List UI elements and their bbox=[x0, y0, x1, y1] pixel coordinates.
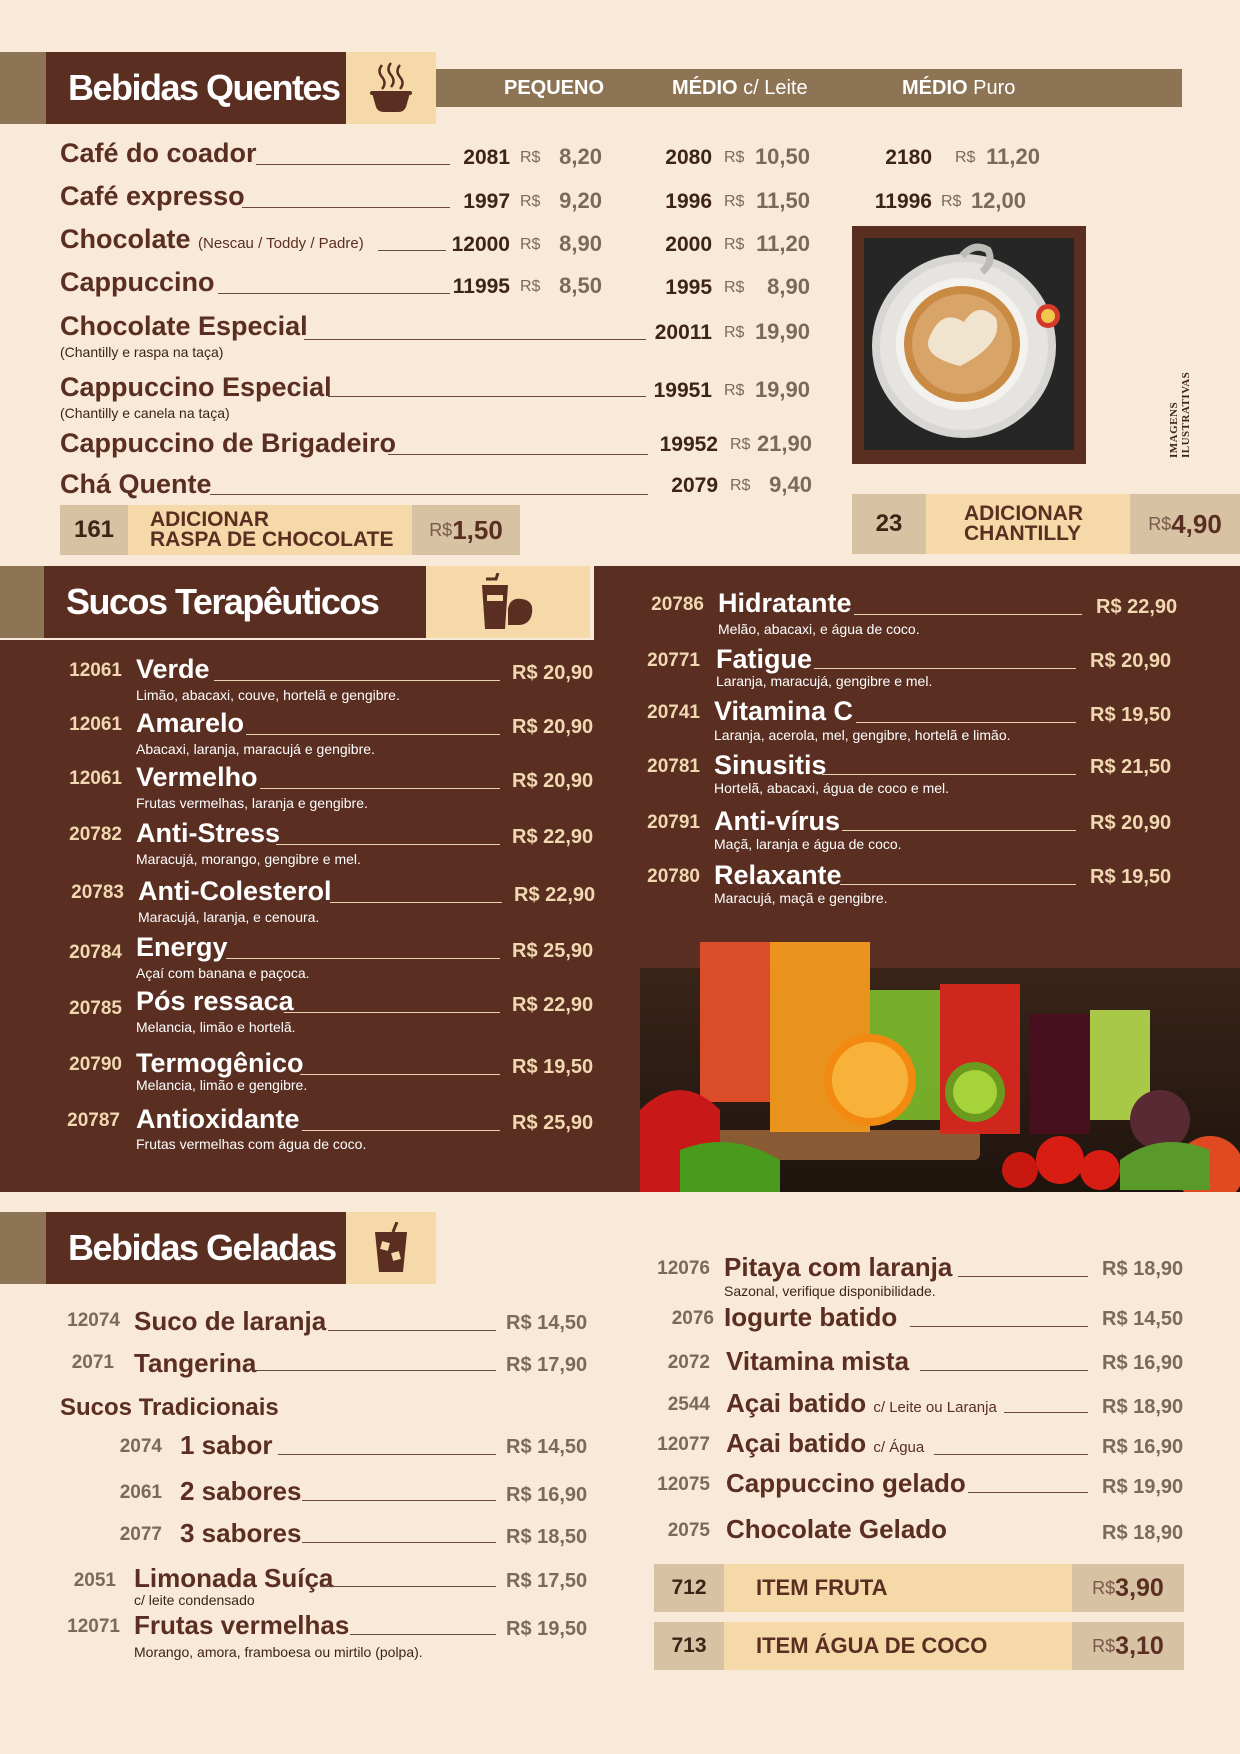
juice-description: Laranja, acerola, mel, gengibre, hortelã e limão. bbox=[714, 727, 1011, 743]
juice-code: 20771 bbox=[647, 650, 700, 671]
hot-header-band-left bbox=[0, 52, 46, 124]
currency: R$ bbox=[941, 193, 962, 210]
cold-name: Vitamina mista bbox=[726, 1346, 910, 1376]
illustrative-images-note: IMAGENS ILUSTRATIVAS bbox=[1168, 371, 1192, 458]
juice-price: R$ 20,90 bbox=[1090, 650, 1172, 672]
leader-line bbox=[276, 844, 500, 845]
item-name: Chocolate Especial bbox=[60, 311, 308, 341]
col-header-small: PEQUENO bbox=[504, 77, 605, 99]
addon-chocolate-label: ADICIONAR RASPA DE CHOCOLATE bbox=[128, 505, 412, 555]
cold-description: Sazonal, verifique disponibilidade. bbox=[724, 1283, 936, 1299]
price-medium-milk: 11,20 bbox=[756, 231, 810, 256]
juice-name: Vitamina C bbox=[714, 696, 854, 726]
currency: R$ bbox=[730, 436, 751, 453]
juice-price: R$ 25,90 bbox=[512, 1112, 594, 1134]
item-name: Cappuccino Especial bbox=[60, 372, 332, 402]
leader-line bbox=[854, 614, 1082, 615]
juice-price: R$ 20,90 bbox=[512, 716, 594, 738]
addon-chocolate-code: 161 bbox=[60, 505, 128, 555]
leader-line bbox=[840, 884, 1076, 885]
cold-code: 2051 bbox=[73, 1570, 116, 1591]
currency: R$ bbox=[724, 279, 745, 296]
cold-name: Açai batido c/ Leite ou Laranja bbox=[726, 1388, 997, 1418]
price-small: 8,20 bbox=[559, 144, 602, 169]
juice-description: Maracujá, maçã e gengibre. bbox=[714, 890, 888, 906]
cold-code: 12077 bbox=[657, 1434, 710, 1455]
cold-price: R$ 18,90 bbox=[1102, 1522, 1184, 1544]
juice-name: Energy bbox=[136, 932, 228, 962]
cold-price: R$ 14,50 bbox=[1102, 1308, 1184, 1330]
cold-name: 2 sabores bbox=[180, 1476, 302, 1506]
currency: R$ bbox=[520, 236, 541, 253]
addon-chocolate-price: R$ 1,50 bbox=[412, 505, 520, 555]
juice-name: Relaxante bbox=[714, 860, 842, 890]
currency: R$ bbox=[724, 236, 745, 253]
cold-price: R$ 14,50 bbox=[506, 1312, 588, 1334]
leader-line bbox=[302, 1500, 496, 1501]
cold-price: R$ 17,90 bbox=[506, 1354, 588, 1376]
cold-code: 12076 bbox=[657, 1258, 710, 1279]
cold-code: 2544 bbox=[667, 1394, 710, 1415]
leader-line bbox=[302, 1542, 496, 1543]
juices-header-band-left bbox=[0, 566, 44, 638]
code-small: 11995 bbox=[452, 275, 510, 298]
juice-name: Hidratante bbox=[718, 588, 852, 618]
juice-name: Pós ressaca bbox=[136, 986, 294, 1016]
currency: R$ bbox=[955, 149, 976, 166]
addon-chantilly-code: 23 bbox=[852, 494, 926, 554]
juice-name: Amarelo bbox=[136, 708, 245, 738]
cold-price: R$ 19,90 bbox=[1102, 1476, 1184, 1498]
juice-code: 12061 bbox=[69, 714, 122, 735]
cold-price: R$ 16,90 bbox=[1102, 1352, 1184, 1374]
juice-code: 12061 bbox=[69, 768, 122, 789]
traditional-juices-heading: Sucos Tradicionais bbox=[60, 1394, 279, 1421]
juice-price: R$ 25,90 bbox=[512, 940, 594, 962]
juices-icon-box bbox=[426, 566, 590, 638]
extra-fruit-label: ITEM FRUTA bbox=[724, 1564, 1072, 1612]
juice-glass-icon bbox=[478, 573, 538, 631]
leader-line bbox=[278, 1454, 496, 1455]
currency: R$ bbox=[724, 382, 745, 399]
hot-cup-icon bbox=[368, 61, 414, 115]
juice-name: Anti-vírus bbox=[714, 806, 841, 836]
juice-price: R$ 19,50 bbox=[1090, 866, 1172, 888]
extra-fruit-code: 712 bbox=[654, 1564, 724, 1612]
juice-name: Fatigue bbox=[716, 644, 813, 674]
cold-header-band-left bbox=[0, 1212, 46, 1284]
cold-description: Morango, amora, framboesa ou mirtilo (polpa). bbox=[134, 1644, 423, 1660]
juice-price: R$ 20,90 bbox=[512, 662, 594, 684]
price-medium-milk: 10,50 bbox=[754, 144, 810, 169]
leader-line bbox=[1004, 1412, 1088, 1413]
cold-description: c/ leite condensado bbox=[134, 1592, 255, 1608]
juice-code: 20785 bbox=[69, 998, 122, 1019]
leader-line bbox=[214, 680, 500, 681]
cold-icon-box bbox=[346, 1212, 436, 1284]
extra-fruit-price: R$ 3,90 bbox=[1072, 1564, 1184, 1612]
currency: R$ bbox=[520, 149, 541, 166]
cold-code: 2076 bbox=[671, 1308, 714, 1329]
cold-name: Chocolate Gelado bbox=[726, 1514, 948, 1544]
leader-line bbox=[920, 1370, 1088, 1371]
juice-description: Frutas vermelhas com água de coco. bbox=[136, 1136, 367, 1152]
item-name: Chá Quente bbox=[60, 469, 212, 499]
juice-code: 20786 bbox=[651, 594, 704, 615]
leader-line bbox=[242, 207, 450, 208]
leader-line bbox=[328, 396, 646, 397]
currency: R$ bbox=[724, 324, 745, 341]
cold-price: R$ 19,50 bbox=[506, 1618, 588, 1640]
item-name: Chocolate (Nescau / Toddy / Padre) bbox=[60, 224, 364, 254]
cold-code: 2072 bbox=[667, 1352, 710, 1373]
hot-section-title: Bebidas Quentes bbox=[46, 52, 346, 124]
cold-code: 12074 bbox=[67, 1310, 120, 1331]
cold-code: 12075 bbox=[657, 1474, 710, 1495]
leader-line bbox=[226, 958, 500, 959]
cold-price: R$ 18,90 bbox=[1102, 1396, 1184, 1418]
juice-price: R$ 20,90 bbox=[1090, 812, 1172, 834]
juice-code: 20784 bbox=[69, 942, 122, 963]
cold-name: Cappuccino gelado bbox=[726, 1468, 966, 1498]
col-header-medium-pure: MÉDIO Puro bbox=[902, 77, 1016, 99]
juice-code: 20791 bbox=[647, 812, 700, 833]
extra-coconut-water-price: R$ 3,10 bbox=[1072, 1622, 1184, 1670]
leader-line bbox=[254, 1370, 496, 1371]
juices-photo bbox=[640, 920, 1240, 1192]
code-medium-milk: 1996 bbox=[665, 190, 712, 213]
code-medium-milk: 19952 bbox=[659, 433, 718, 456]
cold-section-title: Bebidas Geladas bbox=[46, 1212, 346, 1284]
cold-name: Pitaya com laranja bbox=[724, 1252, 953, 1282]
price-medium-milk: 21,90 bbox=[756, 431, 812, 456]
price-small: 9,20 bbox=[559, 188, 602, 213]
juice-price: R$ 22,90 bbox=[512, 994, 594, 1016]
item-name: Café expresso bbox=[60, 181, 245, 211]
juice-code: 20783 bbox=[71, 882, 124, 903]
code-small: 2081 bbox=[463, 146, 510, 169]
juice-name: Anti-Stress bbox=[136, 818, 281, 848]
price-medium-pure: 11,20 bbox=[986, 144, 1040, 169]
cold-code: 2071 bbox=[71, 1352, 114, 1373]
leader-line bbox=[814, 668, 1076, 669]
code-medium-milk: 20011 bbox=[654, 321, 712, 344]
price-small: 8,90 bbox=[559, 231, 602, 256]
price-medium-milk: 19,90 bbox=[754, 319, 810, 344]
juice-name: Antioxidante bbox=[136, 1104, 300, 1134]
price-small: 8,50 bbox=[559, 273, 602, 298]
price-medium-milk: 9,40 bbox=[769, 472, 812, 497]
leader-line bbox=[300, 1074, 500, 1075]
cold-price: R$ 16,90 bbox=[506, 1484, 588, 1506]
juice-description: Limão, abacaxi, couve, hortelã e gengibre. bbox=[136, 687, 400, 703]
juice-name: Termogênico bbox=[136, 1048, 304, 1078]
juice-code: 20741 bbox=[647, 702, 700, 723]
cold-name: 3 sabores bbox=[180, 1518, 302, 1548]
cappuccino-photo bbox=[852, 226, 1086, 464]
iced-drink-icon bbox=[371, 1222, 411, 1274]
cold-code: 12071 bbox=[67, 1616, 120, 1637]
juice-description: Frutas vermelhas, laranja e gengibre. bbox=[136, 795, 368, 811]
juice-name: Sinusitis bbox=[714, 750, 827, 780]
cold-price: R$ 18,50 bbox=[506, 1526, 588, 1548]
leader-line bbox=[842, 830, 1076, 831]
cold-price: R$ 18,90 bbox=[1102, 1258, 1184, 1280]
cold-code: 2074 bbox=[119, 1436, 162, 1457]
juices-section-title: Sucos Terapêuticos bbox=[44, 566, 426, 638]
juice-description: Melão, abacaxi, e água de coco. bbox=[718, 621, 920, 637]
cold-price: R$ 17,50 bbox=[506, 1570, 588, 1592]
leader-line bbox=[302, 1130, 500, 1131]
cold-name: Açai batido c/ Água bbox=[726, 1428, 925, 1458]
item-description: (Chantilly e canela na taça) bbox=[60, 405, 230, 421]
juice-description: Açaí com banana e paçoca. bbox=[136, 965, 310, 981]
code-medium-milk: 2079 bbox=[671, 474, 718, 497]
leader-line bbox=[968, 1492, 1088, 1493]
cold-code: 2061 bbox=[119, 1482, 162, 1503]
leader-line bbox=[320, 1586, 496, 1587]
price-medium-milk: 11,50 bbox=[756, 188, 810, 213]
leader-line bbox=[378, 250, 446, 251]
item-description: (Chantilly e raspa na taça) bbox=[60, 344, 224, 360]
cold-price: R$ 16,90 bbox=[1102, 1436, 1184, 1458]
leader-line bbox=[260, 788, 500, 789]
leader-line bbox=[388, 454, 648, 455]
juice-code: 20781 bbox=[647, 756, 700, 777]
leader-line bbox=[246, 734, 500, 735]
leader-line bbox=[856, 722, 1076, 723]
addon-chantilly-price: R$ 4,90 bbox=[1130, 494, 1240, 554]
juice-price: R$ 19,50 bbox=[512, 1056, 594, 1078]
cold-name: Frutas vermelhas bbox=[134, 1610, 350, 1640]
juice-code: 20787 bbox=[67, 1110, 120, 1131]
leader-line bbox=[822, 774, 1076, 775]
juice-price: R$ 19,50 bbox=[1090, 704, 1172, 726]
juice-name: Verde bbox=[136, 654, 210, 684]
juice-price: R$ 20,90 bbox=[512, 770, 594, 792]
cold-name: Suco de laranja bbox=[134, 1306, 327, 1336]
currency: R$ bbox=[730, 477, 751, 494]
price-medium-milk: 19,90 bbox=[754, 377, 810, 402]
juice-code: 20780 bbox=[647, 866, 700, 887]
juice-price: R$ 22,90 bbox=[512, 826, 594, 848]
item-name: Café do coador bbox=[60, 138, 257, 168]
price-medium-pure: 12,00 bbox=[970, 188, 1026, 213]
juice-description: Maracujá, laranja, e cenoura. bbox=[138, 909, 320, 925]
code-medium-pure: 11996 bbox=[874, 190, 932, 213]
juice-description: Maracujá, morango, gengibre e mel. bbox=[136, 851, 361, 867]
code-small: 1997 bbox=[463, 190, 510, 213]
currency: R$ bbox=[520, 193, 541, 210]
juice-code: 12061 bbox=[69, 660, 122, 681]
item-name: Cappuccino de Brigadeiro bbox=[60, 428, 397, 458]
leader-line bbox=[350, 1634, 496, 1635]
currency: R$ bbox=[520, 278, 541, 295]
juice-description: Maçã, laranja e água de coco. bbox=[714, 836, 902, 852]
juice-price: R$ 21,50 bbox=[1090, 756, 1172, 778]
leader-line bbox=[934, 1454, 1088, 1455]
leader-line bbox=[304, 339, 646, 340]
juice-description: Abacaxi, laranja, maracujá e gengibre. bbox=[136, 741, 375, 757]
cold-code: 2075 bbox=[667, 1520, 710, 1541]
juice-description: Melancia, limão e hortelã. bbox=[136, 1019, 296, 1035]
leader-line bbox=[256, 164, 450, 165]
juice-description: Hortelã, abacaxi, água de coco e mel. bbox=[714, 780, 950, 796]
juice-name: Anti-Colesterol bbox=[138, 876, 332, 906]
juice-price: R$ 22,90 bbox=[514, 884, 596, 906]
code-small: 12000 bbox=[451, 233, 510, 256]
price-medium-milk: 8,90 bbox=[767, 274, 810, 299]
code-medium-milk: 2080 bbox=[665, 146, 712, 169]
code-medium-milk: 2000 bbox=[665, 233, 712, 256]
leader-line bbox=[218, 293, 450, 294]
leader-line bbox=[330, 902, 502, 903]
juice-description: Melancia, limão e gengibre. bbox=[136, 1077, 308, 1093]
cold-name: Limonada Suíça bbox=[134, 1563, 334, 1593]
code-medium-pure: 2180 bbox=[885, 146, 932, 169]
juice-code: 20790 bbox=[69, 1054, 122, 1075]
cold-name: 1 sabor bbox=[180, 1430, 273, 1460]
currency: R$ bbox=[724, 193, 745, 210]
leader-line bbox=[210, 494, 648, 495]
item-name: Cappuccino bbox=[60, 267, 215, 297]
cold-price: R$ 14,50 bbox=[506, 1436, 588, 1458]
hot-cup-icon-box bbox=[346, 52, 436, 124]
cold-name: Iogurte batido bbox=[724, 1302, 898, 1332]
juice-name: Vermelho bbox=[136, 762, 258, 792]
juice-price: R$ 22,90 bbox=[1096, 596, 1178, 618]
cold-code: 2077 bbox=[119, 1524, 162, 1545]
leader-line bbox=[328, 1330, 496, 1331]
juice-description: Laranja, maracujá, gengibre e mel. bbox=[716, 673, 933, 689]
leader-line bbox=[910, 1326, 1088, 1327]
extra-coconut-water-label: ITEM ÁGUA DE COCO bbox=[724, 1622, 1072, 1670]
addon-chantilly-label: ADICIONAR CHANTILLY bbox=[926, 494, 1130, 554]
cold-name: Tangerina bbox=[134, 1348, 257, 1378]
leader-line bbox=[284, 1012, 500, 1013]
currency: R$ bbox=[724, 149, 745, 166]
leader-line bbox=[958, 1276, 1088, 1277]
code-medium-milk: 19951 bbox=[653, 379, 712, 402]
col-header-medium-milk: MÉDIO c/ Leite bbox=[672, 77, 808, 99]
extra-coconut-water-code: 713 bbox=[654, 1622, 724, 1670]
juice-code: 20782 bbox=[69, 824, 122, 845]
code-medium-milk: 1995 bbox=[665, 276, 712, 299]
